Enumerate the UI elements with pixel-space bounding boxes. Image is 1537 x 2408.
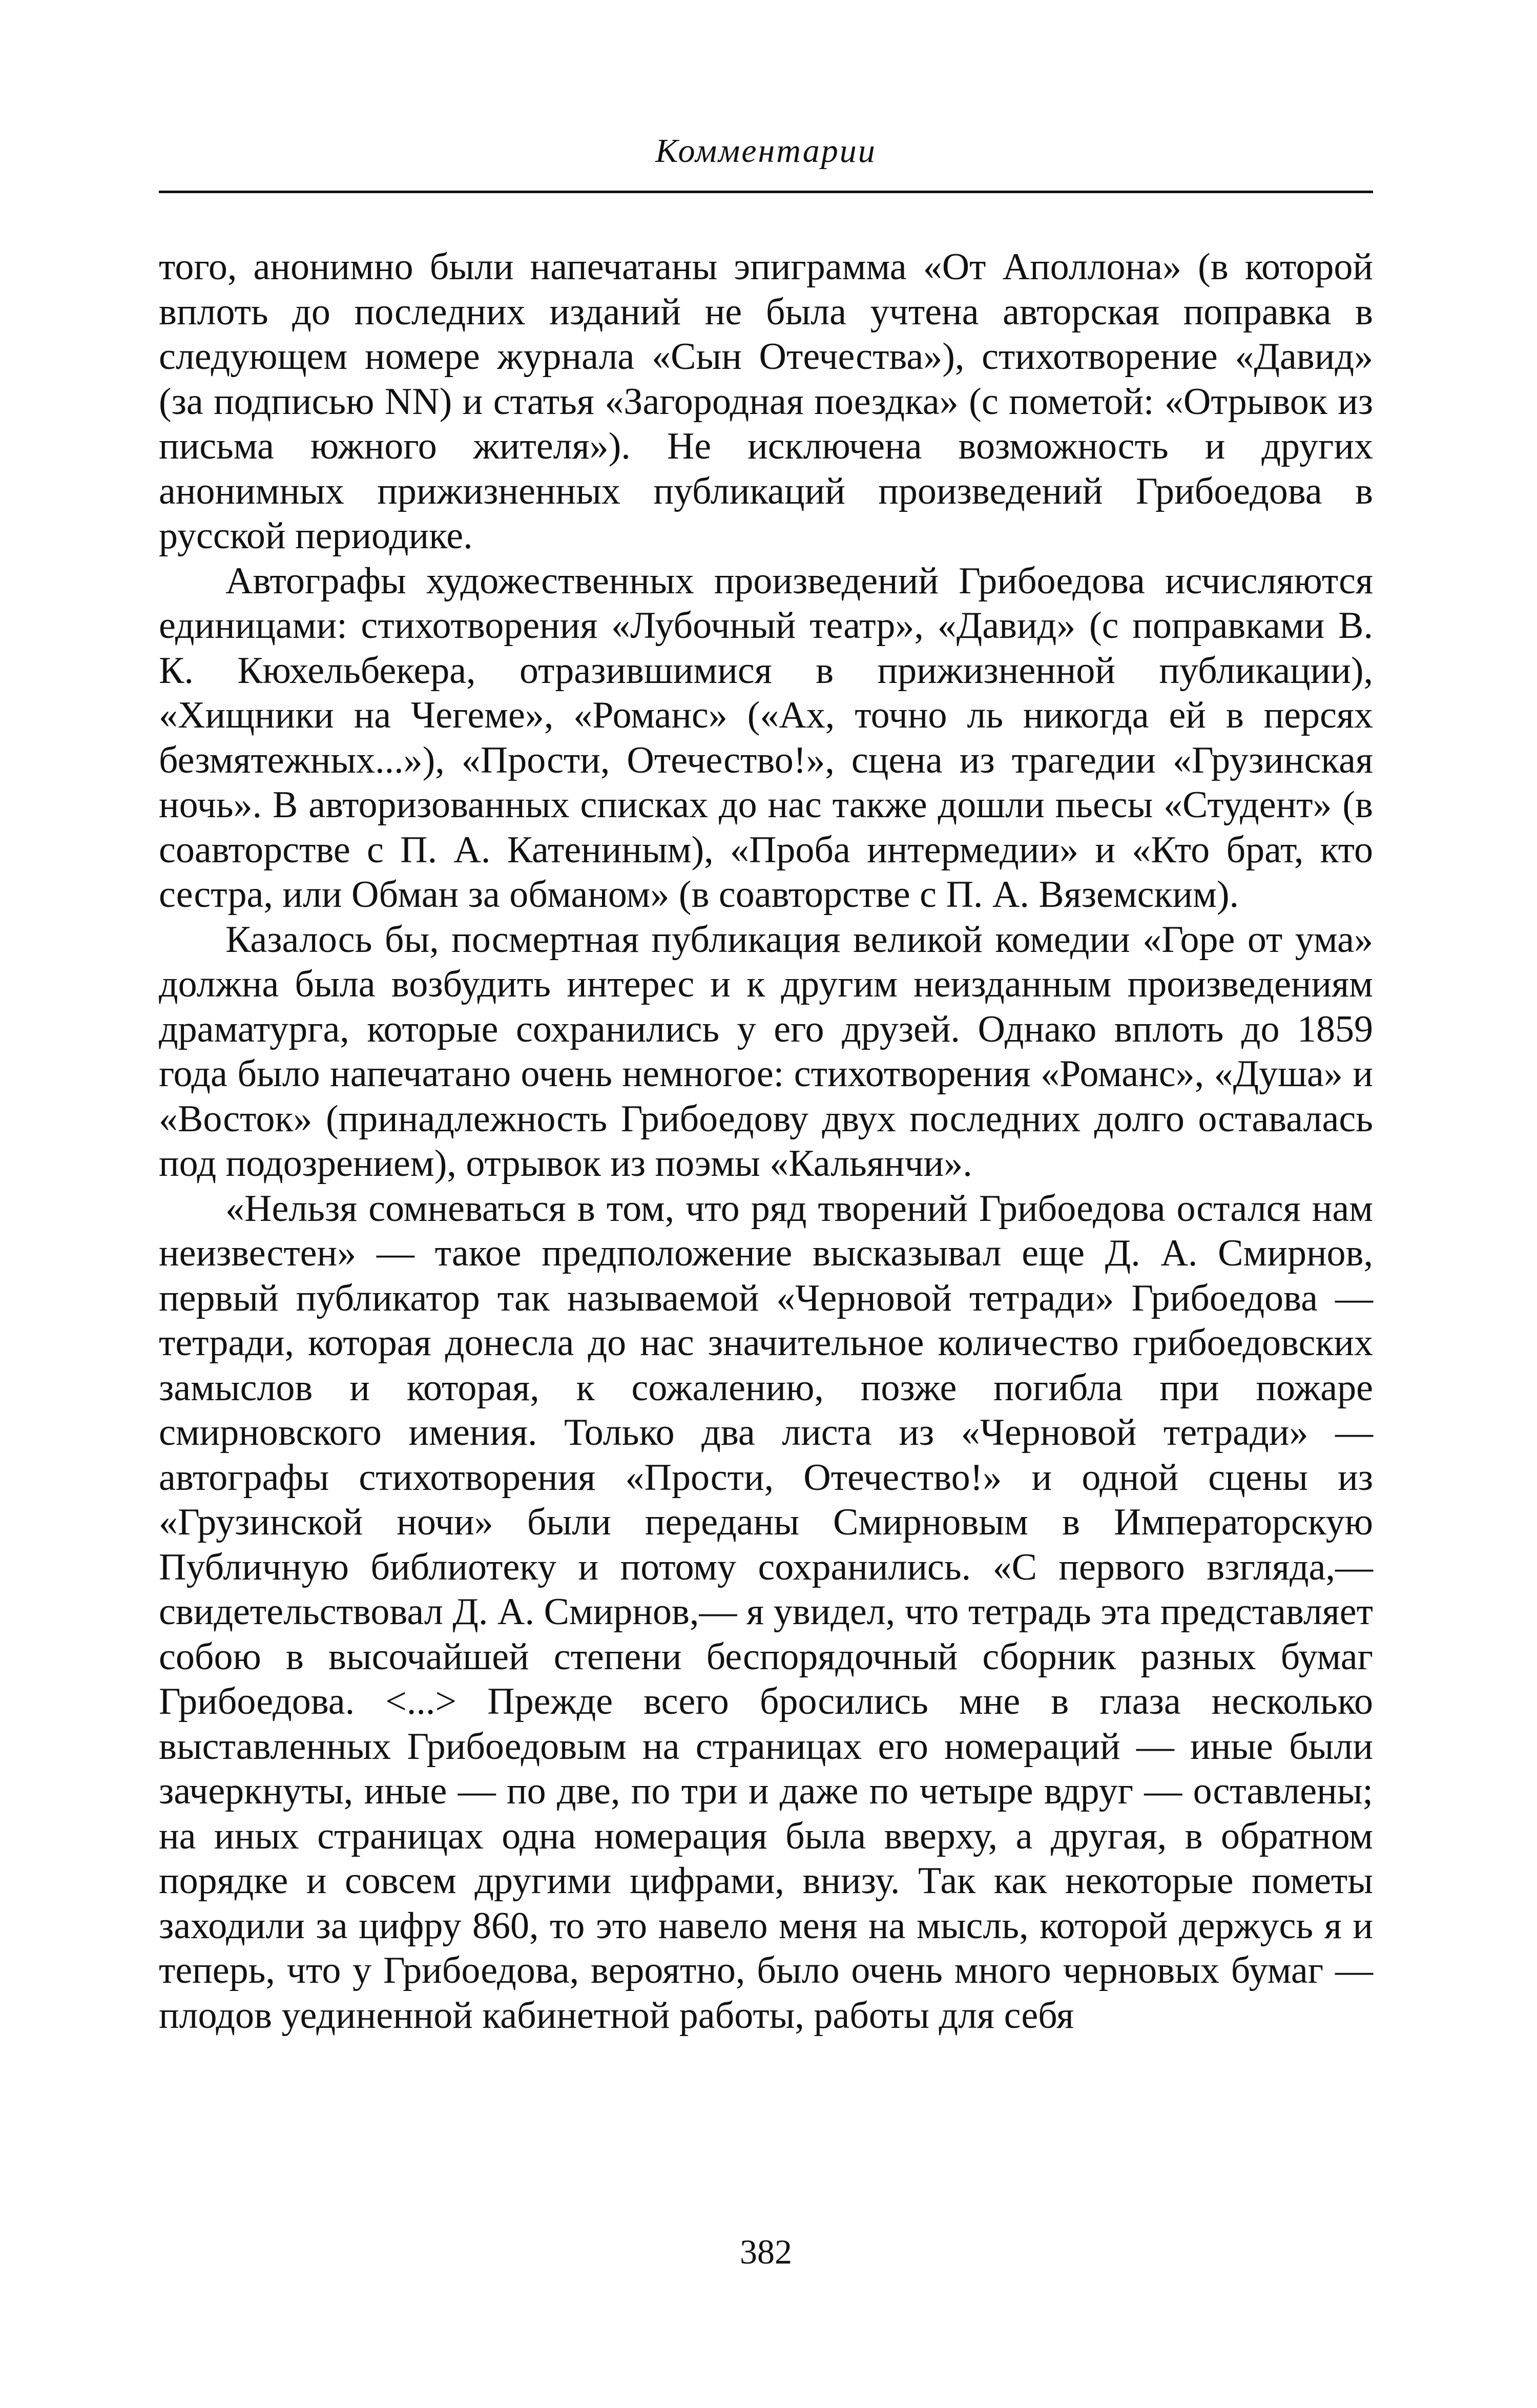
- paragraph: «Нельзя сомневаться в том, что ряд творений Грибоедова остался нам неизвестен» — такое предположение высказывал еще Д. А. Смирнов, первый публикатор так называемой «Черновой тетради» Грибоедова — тетради, которая донесла до нас значительное количество грибоедовских замыслов и которая, к сожалению, позже погибла при пожаре смирновского имения. Только два листа из «Черновой тетради» — автографы стихотворения «Прости, Отечество!» и одной сцены из «Грузинской ночи» были переданы Смирновым в Императорскую Публичную библиотеку и потому сохранились. «С первого взгляда,— свидетельствовал Д. А. Смирнов,— я увидел, что тетрадь эта представляет собою в высочайшей степени беспорядочный сборник разных бумаг Грибоедова. <...> Прежде всего бросились мне в глаза несколько выставленных Грибоедовым на страницах его номераций — иные были зачеркнуты, иные — по две, по три и даже по четыре вдруг — оставлены; на иных страницах одна номерация была вверху, а другая, в обратном порядке и совсем другими цифрами, внизу. Так как некоторые пометы заходили за цифру 860, то это навело меня на мысль, которой держусь я и теперь, что у Грибоедова, вероятно, было очень много черновых бумаг — плодов уединенной кабинетной работы, работы для себя: [159, 1187, 1373, 2037]
- page-number: 382: [740, 2232, 792, 2271]
- paragraph: Автографы художественных произведений Грибоедова исчисляются единицами: стихотворения «Лубочный театр», «Давид» (с поправками В. К. Кюхельбекера, отразившимися в прижизненной публикации), «Хищники на Чегеме», «Романс» («Ах, точно ль никогда ей в персях безмятежных...»), «Прости, Отечество!», сцена из трагедии «Грузинская ночь». В авторизованных списках до нас также дошли пьесы «Студент» (в соавторстве с П. А. Катениным), «Проба интермедии» и «Кто брат, кто сестра, или Обман за обманом» (в соавторстве с П. А. Вяземским).: [159, 559, 1373, 916]
- paragraph: Казалось бы, посмертная публикация великой комедии «Горе от ума» должна была возбудить интерес и к другим неизданным произведениям драматурга, которые сохранились у его друзей. Однако вплоть до 1859 года было напечатано очень немногое: стихотворения «Романс», «Душа» и «Восток» (принадлежность Грибоедову двух последних долго оставалась под подозрением), отрывок из поэмы «Кальянчи».: [159, 918, 1373, 1185]
- header-rule: [159, 191, 1373, 193]
- paragraph: того, анонимно были напечатаны эпиграмма «От Аполлона» (в которой вплоть до последних изданий не была учтена авторская поправка в следующем номере журнала «Сын Отечества»), стихотворение «Давид» (за подписью NN) и статья «Загородная поездка» (с пометой: «Отрывок из письма южного жителя»). Не исключена возможность и других анонимных прижизненных публикаций произведений Грибоедова в русской периодике.: [159, 246, 1373, 557]
- body-text: [159, 245, 1373, 2038]
- running-title: Комментарии: [655, 132, 877, 170]
